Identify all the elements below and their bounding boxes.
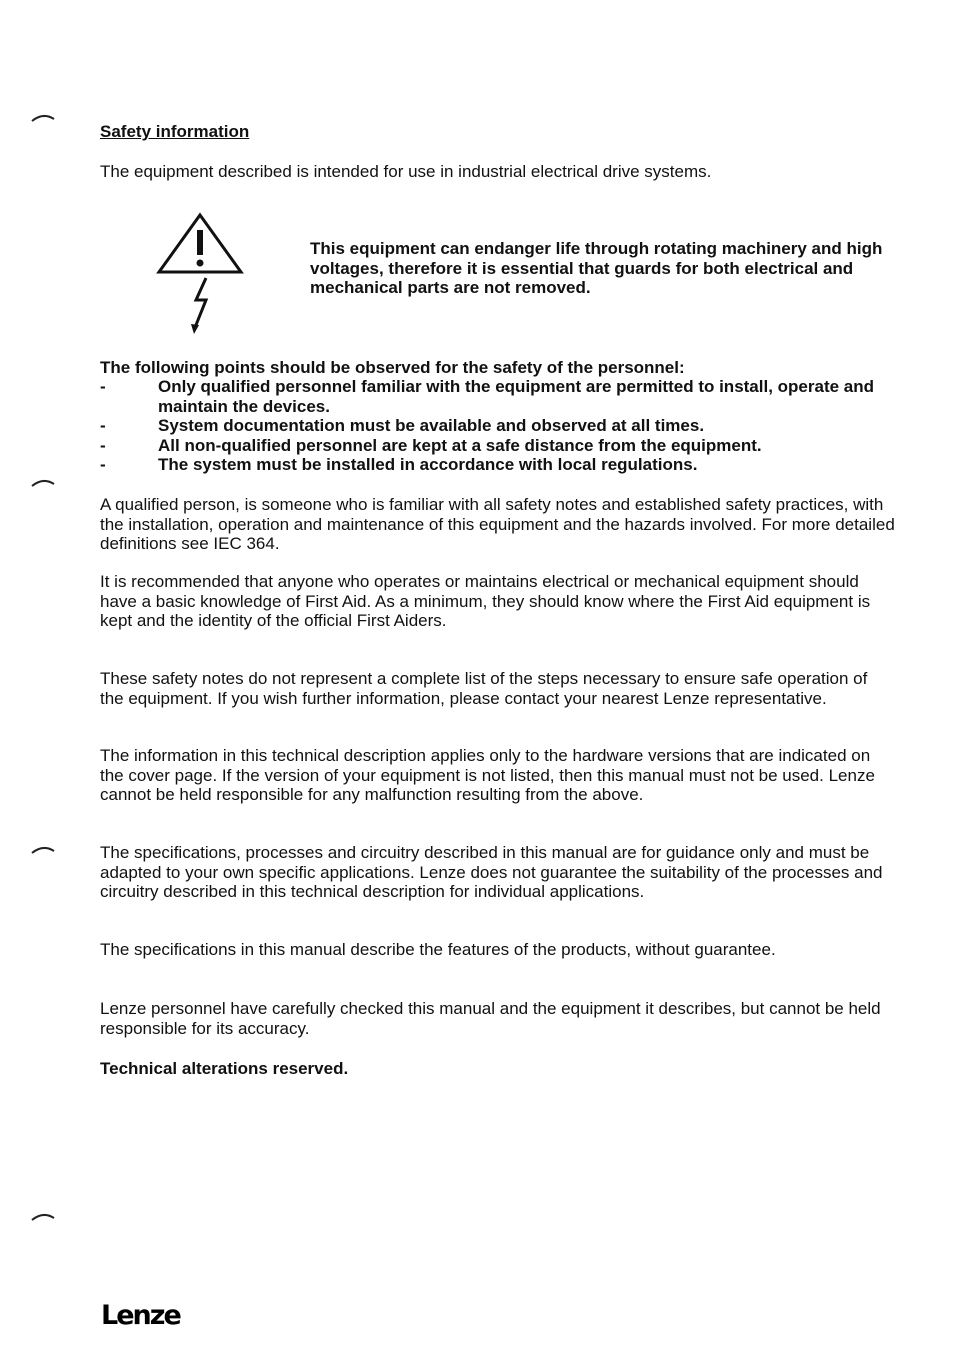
intro-text: The equipment described is intended for use in industrial electrical drive systems. [100, 162, 712, 181]
list-item-text: System documentation must be available and observed at all times. [158, 416, 705, 435]
list-item-text: All non-qualified personnel are kept at a safe distance from the equipment. [158, 435, 762, 455]
list-dash: - [100, 416, 106, 435]
margin-mark [30, 1212, 56, 1222]
points-intro: The following points should be observed for the safety of the personnel: [100, 358, 685, 377]
paragraph-accuracy: Lenze personnel have carefully checked this manual and the equipment it describes, but cannot be held responsible for its accuracy. [100, 999, 881, 1038]
warning-text: This equipment can endanger life through rotating machinery and high voltages, therefore it is essential that guards for both electrical and mechanical parts are not removed. [310, 239, 883, 297]
paragraph-guarantee: The specifications in this manual describe the features of the products, without guarantee. [100, 940, 776, 959]
list-dash: - [100, 377, 106, 396]
page-heading: Safety information [100, 122, 250, 141]
paragraph-safety-notes: These safety notes do not represent a complete list of the steps necessary to ensure safe operation of the equipment. If you wish further information, please contact your nearest Lenze representative. [100, 669, 868, 708]
paragraph-first-aid: It is recommended that anyone who operates or maintains electrical or mechanical equipment should have a basic knowledge of First Aid. As a minimum, they should know where the First Aid equipment is kept and the identity of the official First Aiders. [100, 572, 871, 630]
closing-text: Technical alterations reserved. [100, 1059, 349, 1078]
list-item [100, 377, 895, 416]
list-dash: - [100, 435, 106, 455]
paragraph-hardware-versions: The information in this technical description applies only to the hardware versions that are indicated on the cover page. If the version of your equipment is not listed, then this manual must not be used. Lenze cannot be held responsible for any malfunction resulting from the above. [100, 746, 875, 804]
list-dash: - [100, 455, 106, 474]
list-item [100, 455, 895, 475]
paragraph-specifications: The specifications, processes and circuitry described in this manual are for guidance only and must be adapted to your own specific applications. Lenze does not guarantee the suitability of the processes and circuitry described in this technical description for individual applications. [100, 843, 883, 901]
lenze-logo: Lenze [101, 1300, 180, 1331]
margin-mark [30, 113, 56, 123]
list-item [100, 436, 895, 456]
warning-icons [156, 212, 244, 336]
margin-mark [30, 845, 56, 855]
margin-mark [30, 478, 56, 488]
list-item [100, 416, 895, 436]
paragraph-qualified-person: A qualified person, is someone who is familiar with all safety notes and established safety practices, with the installation, operation and maintenance of this equipment and the hazards involved. For more detailed definitions see IEC 364. [100, 495, 895, 553]
lightning-bolt-icon [191, 278, 206, 334]
safety-points-list [100, 377, 895, 475]
list-item-text: Only qualified personnel familiar with the equipment are permitted to install, operate and maintain the devices. [158, 377, 875, 416]
warning-triangle-icon [159, 215, 241, 272]
list-item-text: The system must be installed in accordance with local regulations. [158, 455, 698, 474]
